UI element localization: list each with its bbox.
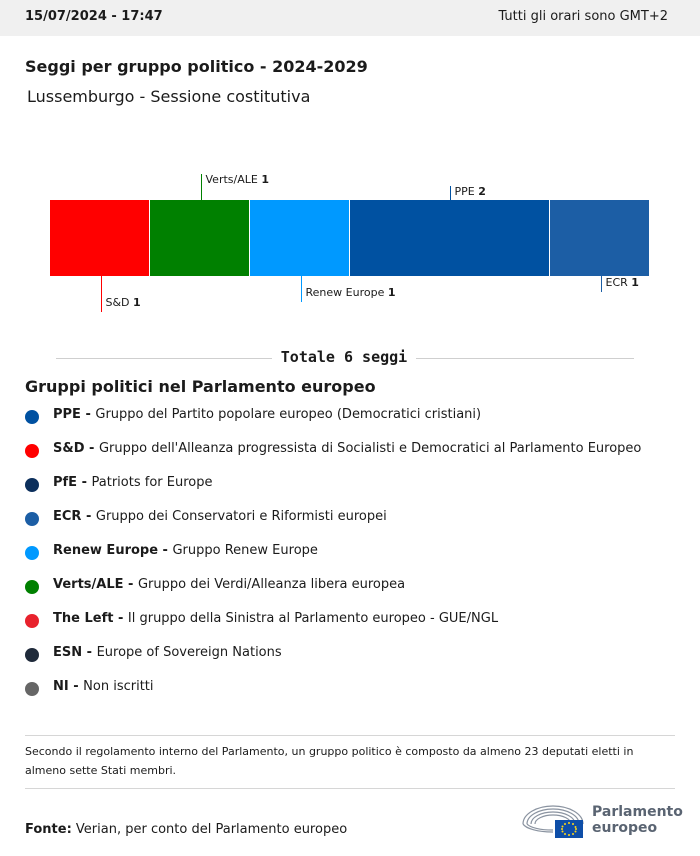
total-seats-label: Totale 6 seggi	[280, 348, 408, 366]
legend-abbr: ESN -	[53, 645, 97, 660]
legend-dot	[25, 648, 39, 662]
chart-title: Seggi per gruppo politico - 2024-2029	[25, 57, 368, 76]
legend-item-renew	[25, 539, 685, 573]
legend-abbr: Verts/ALE -	[53, 577, 138, 592]
logo-wordmark	[592, 804, 683, 836]
legend-item-esn	[25, 641, 685, 675]
data-label-renew-europe: Renew Europe 1	[305, 286, 396, 299]
legend-item-ppe	[25, 403, 685, 437]
timezone-note: Tutti gli orari sono GMT+2	[498, 9, 668, 24]
legend-item-ecr	[25, 505, 685, 539]
total-divider-left	[56, 358, 272, 359]
source-text: Verian, per conto del Parlamento europeo	[71, 822, 348, 837]
legend-dot	[25, 478, 39, 492]
legend-dot	[25, 546, 39, 560]
data-label-ppe: PPE 2	[454, 185, 486, 198]
logo-line1: Parlamento	[592, 804, 683, 820]
bar-verts-ale	[150, 200, 249, 276]
legend-dot	[25, 580, 39, 594]
data-label-verts-ale: Verts/ALE 1	[205, 173, 269, 186]
legend-dot	[25, 444, 39, 458]
bar-s-d	[50, 200, 149, 276]
source-label: Fonte:	[25, 822, 72, 837]
datetime: 15/07/2024 - 17:47	[25, 9, 163, 24]
legend-name: Gruppo dei Verdi/Alleanza libera europea	[137, 577, 406, 592]
legend-dot	[25, 614, 39, 628]
legend-item-pfe	[25, 471, 685, 505]
total-divider-right	[416, 358, 634, 359]
legend-abbr: PPE -	[53, 407, 96, 422]
legend-name: Europe of Sovereign Nations	[96, 645, 282, 660]
bar-renew-europe	[250, 200, 349, 276]
legend-name: Gruppo del Partito popolare europeo (Democratici cristiani)	[95, 407, 482, 422]
bar-ppe	[350, 200, 549, 276]
legend-item-left	[25, 607, 685, 641]
total-seats	[56, 347, 634, 369]
legend-abbr: PfE -	[53, 475, 92, 490]
legend-name: Gruppo dei Conservatori e Riformisti europei	[95, 509, 387, 524]
legend-item-ni	[25, 675, 685, 709]
data-label-ecr: ECR 1	[605, 276, 639, 289]
bar-ecr	[550, 200, 649, 276]
note-divider-bottom	[25, 788, 675, 789]
legend-abbr: Renew Europe -	[53, 543, 173, 558]
legend-name: Gruppo dell'Alleanza progressista di Socialisti e Democratici al Parlamento Europeo	[98, 441, 642, 456]
parliament-logo	[519, 798, 683, 838]
note-divider-top	[25, 735, 675, 736]
legend-dot	[25, 512, 39, 526]
logo-line2: europeo	[592, 820, 658, 836]
chart-subtitle: Lussemburgo - Sessione costitutiva	[27, 87, 311, 106]
hemicycle-flag-icon	[519, 798, 589, 838]
seats-chart	[0, 0, 700, 340]
legend-title: Gruppi politici nel Parlamento europeo	[25, 377, 376, 396]
legend-item-verts	[25, 573, 685, 607]
legend-abbr: The Left -	[53, 611, 128, 626]
legend-name: Gruppo Renew Europe	[172, 543, 318, 558]
legend-abbr: S&D -	[53, 441, 99, 456]
source-line	[25, 822, 347, 837]
data-label-s-d: S&D 1	[105, 296, 141, 309]
legend	[25, 403, 685, 709]
legend-abbr: ECR -	[53, 509, 96, 524]
legend-item-sd	[25, 437, 685, 471]
legend-dot	[25, 682, 39, 696]
legend-name: Il gruppo della Sinistra al Parlamento europeo - GUE/NGL	[127, 611, 499, 626]
legend-abbr: NI -	[53, 679, 84, 694]
legend-name: Non iscritti	[83, 679, 154, 694]
legend-name: Patriots for Europe	[91, 475, 213, 490]
legend-dot	[25, 410, 39, 424]
footnote: Secondo il regolamento interno del Parlamento, un gruppo politico è composto da almeno 23 deputati eletti in almeno sette Stati membri.	[25, 745, 634, 777]
